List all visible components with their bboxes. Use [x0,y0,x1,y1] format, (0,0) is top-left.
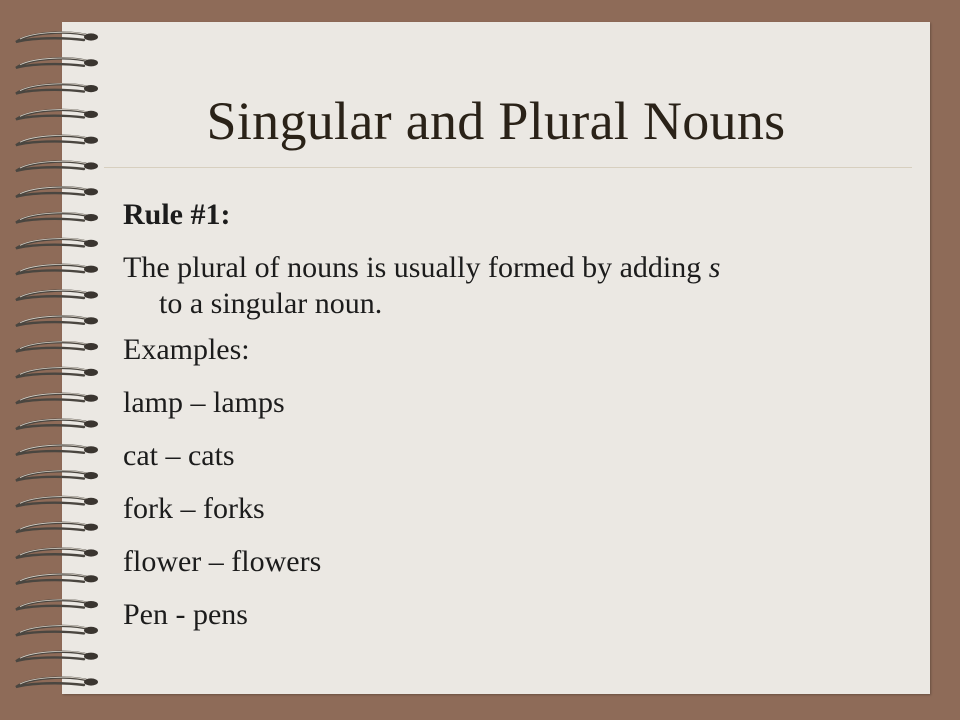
spiral-ring-icon [16,626,98,636]
spiral-ring-icon [16,342,98,352]
examples-label: Examples: [123,333,250,366]
rule-heading: Rule #1: [123,198,231,231]
spiral-ring-icon [16,316,98,326]
spiral-ring-icon [16,187,98,197]
title-divider [104,167,912,168]
spiral-ring-icon [16,239,98,249]
example-item: Pen - pens [123,598,248,631]
spiral-ring-icon [16,419,98,429]
rule-text-line2: to a singular noun. [159,287,383,320]
spiral-ring-icon [16,58,98,68]
spiral-ring-icon [16,32,98,42]
spiral-ring-icon [16,600,98,610]
spiral-ring-icon [16,290,98,300]
rule-text-line1: The plural of nouns is usually formed by adding [123,251,709,284]
spiral-binding [0,0,110,720]
spiral-ring-icon [16,497,98,507]
spiral-ring-icon [16,84,98,94]
spiral-ring-icon [16,445,98,455]
spiral-ring-icon [16,471,98,481]
spiral-ring-icon [16,161,98,171]
spiral-ring-icon [16,522,98,532]
spiral-ring-icon [16,677,98,687]
spiral-ring-icon [16,548,98,558]
notebook-page [62,22,930,694]
rule-text-emphasis: s [708,251,721,284]
example-item: fork – forks [123,492,265,525]
example-item: flower – flowers [123,545,322,578]
spiral-ring-icon [16,213,98,223]
slide-title: Singular and Plural Nouns [206,91,786,151]
example-item: lamp – lamps [123,386,285,419]
spiral-ring-icon [16,264,98,274]
spiral-ring-icon [16,135,98,145]
spiral-ring-icon [16,368,98,378]
example-item: cat – cats [123,439,235,472]
spiral-ring-icon [16,651,98,661]
rule-text [123,250,903,322]
spiral-ring-icon [16,393,98,403]
slide-body [123,197,903,650]
spiral-ring-icon [16,574,98,584]
spiral-ring-icon [16,110,98,120]
